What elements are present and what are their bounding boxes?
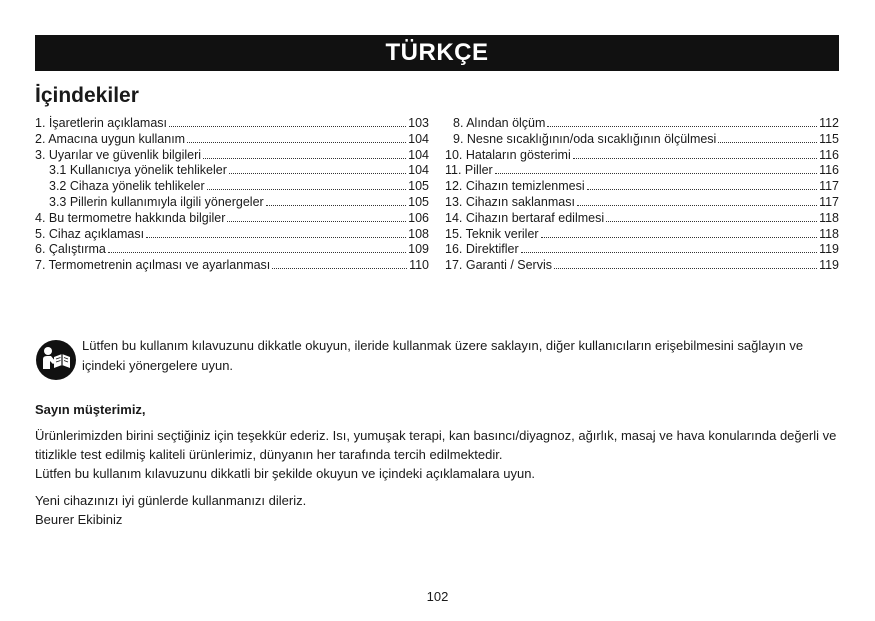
toc-entry-page: 110 (409, 258, 429, 273)
toc-leader-dots (108, 252, 406, 253)
toc-entry-label: 3. Uyarılar ve güvenlik bilgileri (35, 147, 202, 162)
toc-entry-page: 104 (408, 147, 429, 162)
toc-entry-label: 9. Nesne sıcaklığının/oda sıcaklığının ölçülmesi (453, 131, 717, 146)
toc-entry-label: 8. Alından ölçüm (453, 116, 546, 130)
closing-signature: Beurer Ekibiniz (35, 512, 123, 527)
language-title: TÜRKÇE (385, 39, 489, 66)
toc-entry (445, 179, 839, 195)
toc-leader-dots (272, 268, 407, 269)
toc-leader-dots (146, 237, 406, 238)
toc-entry (445, 227, 839, 243)
toc-entry-label: 12. Cihazın temizlenmesi (445, 179, 585, 194)
toc-entry (445, 148, 839, 164)
toc-entry-label: 16. Direktifler (445, 242, 519, 257)
toc-entry-page: 109 (408, 242, 429, 257)
toc-entry (35, 227, 429, 243)
toc-leader-dots (541, 237, 818, 238)
toc-leader-dots (547, 126, 817, 127)
closing-wish: Yeni cihazınızı iyi günlerde kullanmanızı dileriz. (35, 493, 307, 508)
toc-entry (35, 148, 429, 164)
toc-entry-page: 105 (408, 179, 429, 194)
toc-leader-dots (229, 173, 406, 174)
toc-entry-page: 119 (819, 258, 839, 273)
read-manual-icon (35, 339, 77, 381)
toc-entry-label: 11. Piller (445, 163, 493, 178)
toc-entry (445, 242, 839, 258)
page-number: 102 (426, 589, 449, 604)
toc-column-right (445, 116, 839, 274)
toc-entry-page: 119 (819, 242, 839, 257)
toc-entry (445, 211, 839, 227)
toc-entry-label: 7. Termometrenin açılması ve ayarlanması (35, 258, 271, 273)
toc-entry (445, 116, 839, 132)
toc-leader-dots (227, 221, 406, 222)
toc-column-left (35, 116, 429, 274)
toc-entry (35, 116, 429, 132)
toc-entry-page: 118 (819, 226, 839, 241)
toc-entry-page: 116 (819, 163, 839, 178)
toc-entry (35, 163, 429, 179)
toc-entry-page: 104 (408, 131, 429, 146)
toc-entry-label: 6. Çalıştırma (35, 242, 106, 257)
toc-entry-label: 3.2 Cihaza yönelik tehlikeler (49, 179, 205, 194)
toc-entry-page: 118 (819, 210, 839, 225)
language-banner (35, 35, 839, 71)
toc-entry-page: 106 (408, 210, 429, 225)
toc-entry-label: 1. İşaretlerin açıklaması (35, 116, 167, 130)
toc-leader-dots (207, 189, 407, 190)
toc-entry (35, 211, 429, 227)
toc-entry-label: 14. Cihazın bertaraf edilmesi (445, 210, 605, 225)
toc-entry-label: 3.1 Kullanıcıya yönelik tehlikeler (49, 163, 227, 178)
toc-leader-dots (606, 221, 817, 222)
toc-leader-dots (718, 142, 817, 143)
toc-entry-label: 4. Bu termometre hakkında bilgiler (35, 210, 226, 225)
toc-leader-dots (521, 252, 817, 253)
toc-title: İçindekiler (35, 84, 139, 107)
toc-entry (445, 258, 839, 274)
toc-leader-dots (187, 142, 406, 143)
greeting: Sayın müşterimiz, (35, 402, 146, 417)
toc-entry-label: 13. Cihazın saklanması (445, 194, 575, 209)
toc-entry (445, 132, 839, 148)
toc-entry-page: 116 (819, 147, 839, 162)
toc-entry-label: 17. Garanti / Servis (445, 258, 552, 273)
toc-leader-dots (169, 126, 406, 127)
notice-text: Lütfen bu kullanım kılavuzunu dikkatle okuyun, ileride kullanmak üzere saklayın, diğer kullanıcıların erişebilmesini sağlayın ve içindeki yönergelere uyun. (82, 338, 804, 373)
toc-entry-page: 104 (408, 163, 429, 178)
toc-leader-dots (573, 158, 817, 159)
toc-leader-dots (203, 158, 406, 159)
intro-text (35, 426, 841, 529)
toc-entry-page: 115 (819, 131, 839, 146)
toc-entry (445, 163, 839, 179)
toc-entry-page: 103 (408, 116, 429, 130)
toc-entry-page: 117 (819, 179, 839, 194)
toc-entry-page: 105 (408, 194, 429, 209)
toc-leader-dots (266, 205, 406, 206)
toc-entry (35, 195, 429, 211)
intro-paragraph: Ürünlerimizden birini seçtiğiniz için teşekkür ederiz. Isı, yumuşak terapi, kan basıncı/diyagnoz, ağırlık, masaj ve hava konularında değerli ve titizlikle test edilmiş kaliteli ürünlerimiz, dünyanın her tarafında tercih edilmektedir. (35, 428, 837, 462)
toc-leader-dots (495, 173, 817, 174)
toc-entry-label: 10. Hataların gösterimi (445, 147, 571, 162)
toc-leader-dots (577, 205, 817, 206)
toc-entry-label: 5. Cihaz açıklaması (35, 226, 145, 241)
toc-leader-dots (554, 268, 817, 269)
toc-entry-page: 108 (408, 226, 429, 241)
toc-entry (35, 242, 429, 258)
toc-entry-page: 112 (819, 116, 839, 130)
toc-entry (445, 195, 839, 211)
toc-entry-label: 2. Amacına uygun kullanım (35, 131, 186, 146)
toc-entry-label: 15. Teknik veriler (445, 226, 539, 241)
toc-entry (35, 132, 429, 148)
instruction-paragraph: Lütfen bu kullanım kılavuzunu dikkatli bir şekilde okuyun ve içindeki açıklamalara uyun. (35, 466, 536, 481)
toc-entry-page: 117 (819, 194, 839, 209)
toc-entry (35, 179, 429, 195)
toc-entry-label: 3.3 Pillerin kullanımıyla ilgili yönergeler (49, 194, 264, 209)
toc-leader-dots (587, 189, 817, 190)
toc-entry (35, 258, 429, 274)
